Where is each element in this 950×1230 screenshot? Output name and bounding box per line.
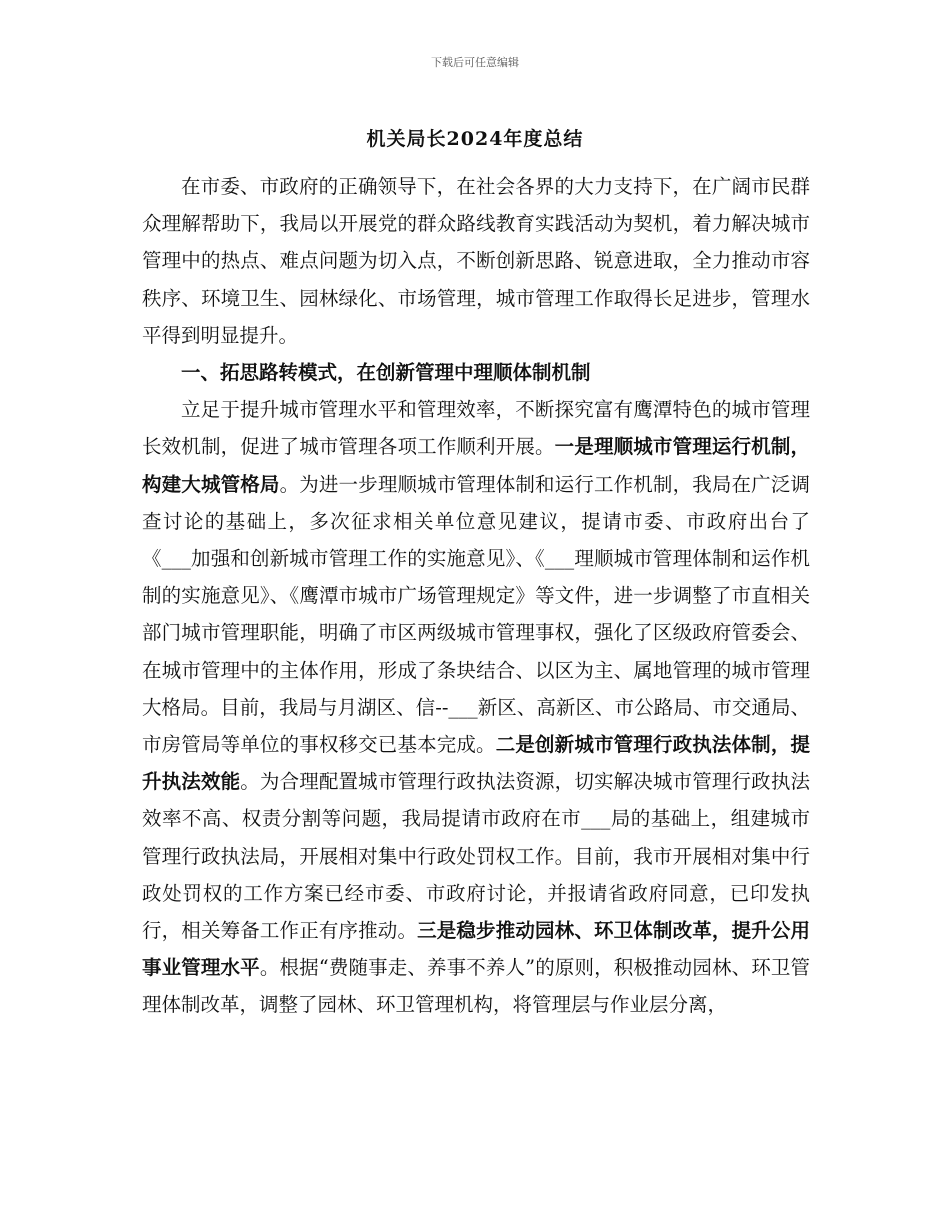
paragraph-text: 。为进一步理顺城市管理体制和运行工作机制，我局在广泛调查讨论的基础上，多次征求相关单位意见建议，提请市委、市政府出台了《___加强和创新城市管理工作的实施意见》、《___理顺城市管理体制和运作机制的实施意见》、《鹰潭市城市广场管理规定》等文件，进一步调整了市直相关部门城市管理职能，明确了市区两级城市管理事权，强化了区级政府管委会、在城市管理中的主体作用，形成了条块结合、以区为主、属地管理的城市管理大格局。目前，我局与月湖区、信--___新区、高新区、市公路局、市交通局、市房管局等单位的事权移交已基本完成。 xyxy=(142,472,810,757)
document-body xyxy=(142,168,810,1024)
section-heading: 一、拓思路转模式，在创新管理中理顺体制机制 xyxy=(181,361,591,385)
paragraph-text: 。根据“费随事走、养事不养人”的原则，积极推动园林、环卫管理体制改革，调整了园林、环卫管理机构，将管理层与作业层分离， xyxy=(142,956,810,1017)
intro-paragraph: 在市委、市政府的正确领导下，在社会各界的大力支持下，在广阔市民群众理解帮助下，我局以开展党的群众路线教育实践活动为契机，着力解决城市管理中的热点、难点问题为切入点，不断创新思路、锐意进取，全力推动市容秩序、环境卫生、园林绿化、市场管理，城市管理工作取得长足进步，管理水平得到明显提升。 xyxy=(142,175,810,347)
paragraph-text: 。为合理配置城市管理行政执法资源，切实解决城市管理行政执法效率不高、权责分割等问题，我局提请市政府在市___局的基础上，组建城市管理行政执法局，开展相对集中行政处罚权工作。目前，我市开展相对集中行政处罚权的工作方案已经市委、市政府讨论，并报请省政府同意，已印发执行，相关筹备工作正有序推动。 xyxy=(142,770,810,943)
section-paragraph xyxy=(142,391,810,1023)
bold-point-one: 一是理顺城市管理运行机制，构建大城管格局 xyxy=(142,435,810,496)
paragraph-text: 立足于提升城市管理水平和管理效率，不断探究富有鹰潭特色的城市管理长效机制，促进了城市管理各项工作顺利开展。 xyxy=(142,398,810,459)
document-title: 机关局长2024年度总结 xyxy=(366,128,584,150)
bold-point-two: 二是创新城市管理行政执法体制，提升执法效能 xyxy=(142,733,810,794)
bold-point-three: 三是稳步推动园林、环卫体制改革，提升公用事业管理水平 xyxy=(142,919,810,980)
header-note: 下载后可任意编辑 xyxy=(431,56,519,69)
